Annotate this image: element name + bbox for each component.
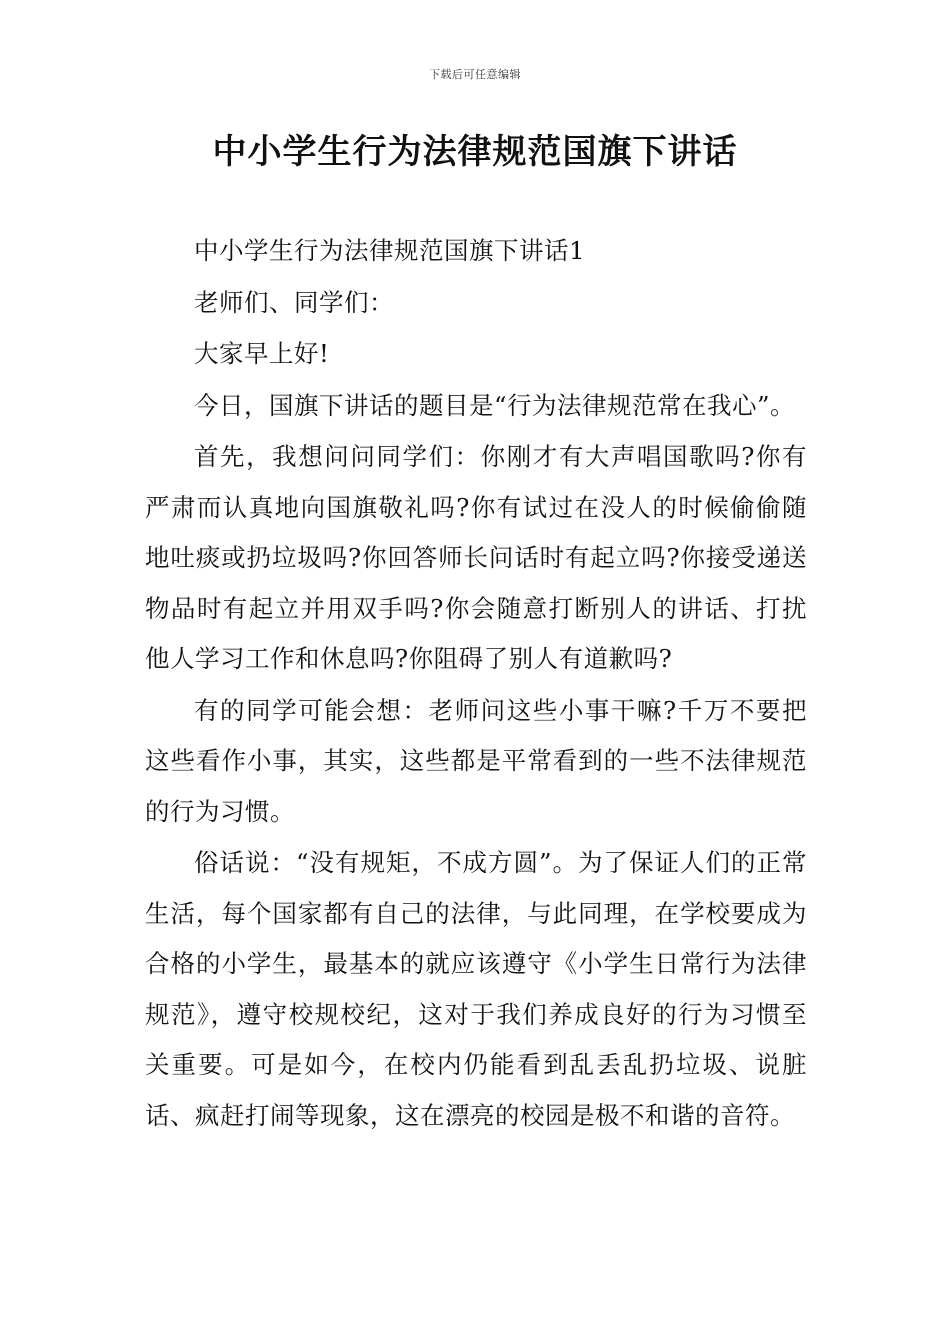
paragraph-topic: 今日，国旗下讲话的题目是“行为法律规范常在我心”。 xyxy=(194,390,796,420)
document-title: 中小学生行为法律规范国旗下讲话 xyxy=(212,132,738,172)
paragraph-small-matters: 有的同学可能会想：老师问这些小事干嘛?千万不要把这些看作小事，其实，这些都是平常看到的一些不法律规范的行为习惯。 xyxy=(145,695,807,826)
document-body xyxy=(145,226,807,1142)
paragraph-rules: 俗话说：“没有规矩，不成方圆”。为了保证人们的正常生活，每个国家都有自己的法律，与此同理，在学校要成为合格的小学生，最基本的就应该遵守《小学生日常行为法律规范》，遵守校规校纪，这对于我们养成良好的行为习惯至关重要。可是如今，在校内仍能看到乱丢乱扔垃圾、说脏话、疯赶打闹等现象，这在漂亮的校园是极不和谐的音符。 xyxy=(145,848,807,1130)
paragraph-greeting: 大家早上好! xyxy=(194,339,330,368)
paragraph-subtitle: 中小学生行为法律规范国旗下讲话1 xyxy=(194,236,586,265)
paragraph-salutation: 老师们、同学们： xyxy=(194,287,394,317)
paragraph-questions: 首先，我想问问同学们：你刚才有大声唱国歌吗?你有严肃而认真地向国旗敬礼吗?你有试过在没人的时候偷偷随地吐痰或扔垃圾吗?你回答师长问话时有起立吗?你接受递送物品时有起立并用双手吗?你会随意打断别人的讲话、打扰他人学习工作和休息吗?你阻碍了别人有道歉吗? xyxy=(145,442,807,673)
header-note: 下载后可任意编辑 xyxy=(429,68,521,81)
